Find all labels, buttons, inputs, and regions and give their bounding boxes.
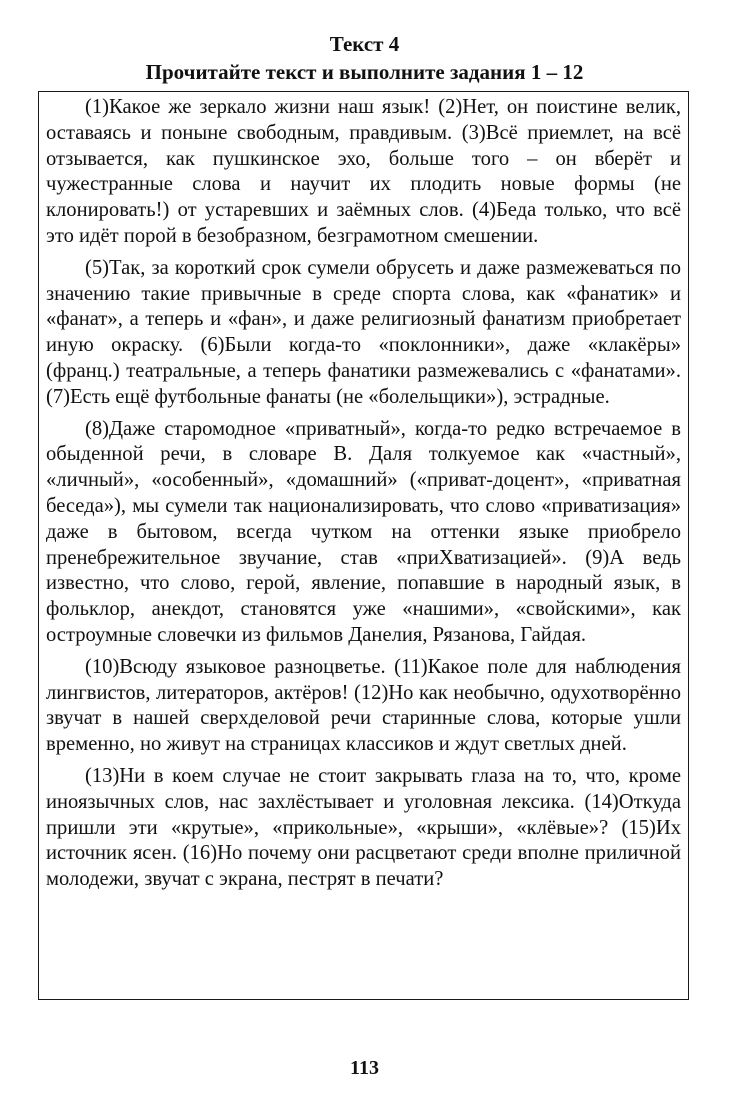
paragraph-2: (5)Так, за короткий срок сумели обрусеть и даже размежеваться по значению такие привычные в среде спорта слова, как «фанатик» и «фанат», а теперь и «фан», и даже религиозный фанатизм приобретает иную окраску. (6)Были когда-то «поклонники», даже «клакёры» (франц.) театральные, а теперь фанатики размежевались с «фанатами». (7)Есть ещё футбольные фанаты (не «болельщики»), эстрадные. <box>46 256 681 408</box>
paragraph-3: (8)Даже старомодное «приватный», когда-то редко встречаемое в обыденной речи, в словаре В. Даля толкуемое как «частный», «личный», «особенный», «домашний» («приват-доцент», «приватная беседа»), мы сумели так национализировать, что слово «приватизация» даже в бытовом, всегда чутком на оттенки языке приобрело пренебрежительное звучание, став «приХватизацией». (9)А ведь известно, что слово, герой, явление, попавшие в народный язык, в фольклор, анекдот, становятся уже «нашими», «свойскими», как остроумные словечки из фильмов Данелия, Рязанова, Гайдая. <box>46 417 681 646</box>
text-title: Текст 4 <box>329 32 400 56</box>
page-number: 113 <box>350 1057 379 1079</box>
paragraph-4: (10)Всюду языковое разноцветье. (11)Какое поле для наблюдения лингвистов, литераторов, актёров! (12)Но как необычно, одухотворённо звучат в нашей сверхделовой речи старинные слова, которые ушли временно, но живут на страницах классиков и ждут светлых дней. <box>46 655 681 756</box>
paragraph-1: (1)Какое же зеркало жизни наш язык! (2)Нет, он поистине велик, оставаясь и поныне свободным, правдивым. (3)Всё приемлет, на всё отзывается, как пушкинское эхо, больше того – он вберёт и чужестранные слова и научит их плодить новые формы (не клонировать!) от устаревших и заёмных слов. (4)Беда только, что всё это идёт порой в безобразном, безграмотном смешении. <box>46 96 681 247</box>
task-instruction: Прочитайте текст и выполните задания 1 – 12 <box>145 60 584 84</box>
text-frame <box>38 91 689 1000</box>
page-heading <box>0 30 729 86</box>
paragraph-5: (13)Ни в коем случае не стоит закрывать глаза на то, что, кроме иноязычных слов, нас захлёстывает и уголовная лексика. (14)Откуда пришли эти «крутые», «прикольные», «крыши», «клёвые»? (15)Их источник ясен. (16)Но почему они расцветают среди вполне приличной молодежи, звучат с экрана, пестрят в печати? <box>46 764 681 891</box>
